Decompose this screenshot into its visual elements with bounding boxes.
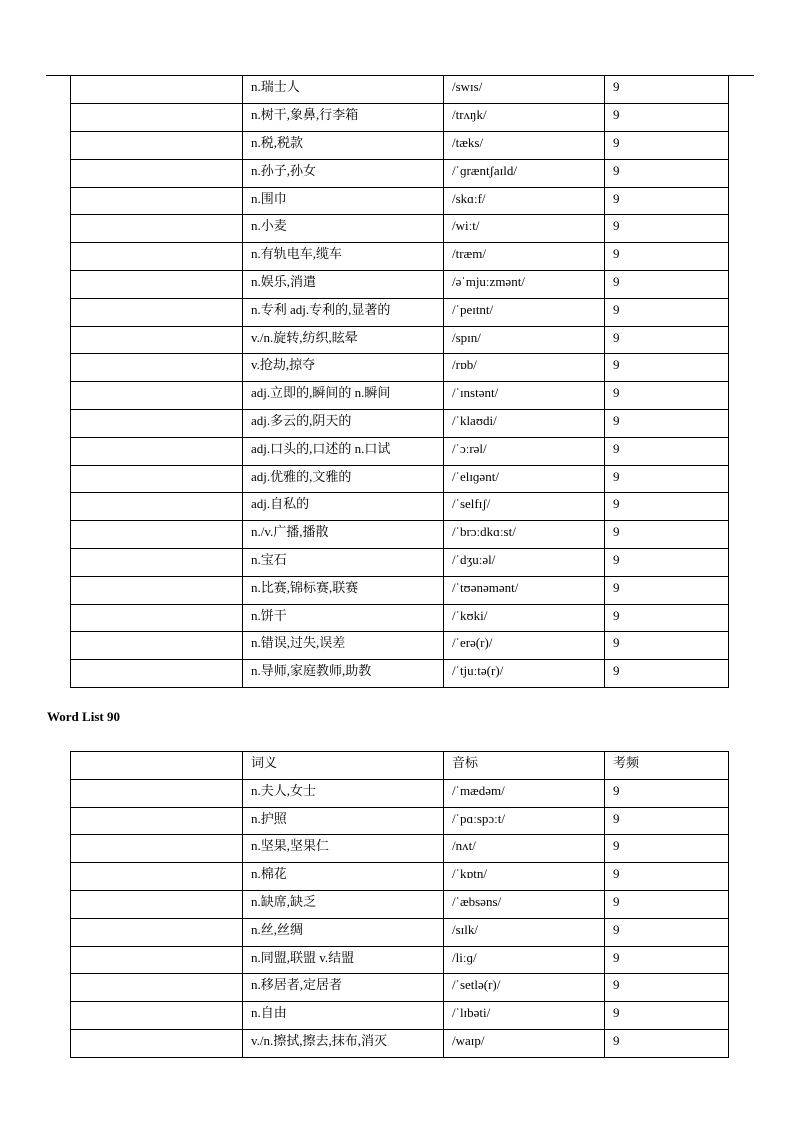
frequency-cell: 9	[605, 835, 729, 863]
word-cell	[71, 549, 243, 577]
meaning-cell: n.孙子,孙女	[243, 159, 444, 187]
table-row	[71, 779, 729, 807]
table-row	[71, 132, 729, 160]
frequency-cell: 9	[605, 215, 729, 243]
frequency-cell: 9	[605, 187, 729, 215]
meaning-cell: n.小麦	[243, 215, 444, 243]
phonetic-cell: /ˈɪnstənt/	[444, 382, 605, 410]
phonetic-cell: /tæks/	[444, 132, 605, 160]
frequency-cell: 9	[605, 132, 729, 160]
word-cell	[71, 1029, 243, 1057]
meaning-cell: v./n.旋转,纺织,眩晕	[243, 326, 444, 354]
table-row	[71, 1029, 729, 1057]
meaning-cell: n.瑞士人	[243, 76, 444, 104]
word-cell	[71, 890, 243, 918]
frequency-cell: 9	[605, 159, 729, 187]
table-row	[71, 410, 729, 438]
frequency-cell: 9	[605, 974, 729, 1002]
table-row	[71, 326, 729, 354]
phonetic-cell: /ˈselfɪʃ/	[444, 493, 605, 521]
frequency-cell: 9	[605, 271, 729, 299]
frequency-cell: 9	[605, 298, 729, 326]
word-cell	[71, 807, 243, 835]
frequency-cell: 9	[605, 410, 729, 438]
table-row	[71, 918, 729, 946]
meaning-cell: n.错误,过失,误差	[243, 632, 444, 660]
meaning-cell: n.坚果,坚果仁	[243, 835, 444, 863]
table-row	[71, 243, 729, 271]
frequency-cell: 9	[605, 863, 729, 891]
frequency-cell: 9	[605, 104, 729, 132]
frequency-cell: 9	[605, 918, 729, 946]
meaning-cell: n./v.广播,播散	[243, 521, 444, 549]
phonetic-cell: /ˈɔːrəl/	[444, 437, 605, 465]
table-row	[71, 382, 729, 410]
frequency-cell: 9	[605, 437, 729, 465]
phonetic-cell: /sɪlk/	[444, 918, 605, 946]
word-cell	[71, 779, 243, 807]
meaning-cell: n.比赛,锦标赛,联赛	[243, 576, 444, 604]
word-cell	[71, 76, 243, 104]
frequency-cell: 9	[605, 576, 729, 604]
word-cell	[71, 835, 243, 863]
meaning-cell: v./n.擦拭,擦去,抹布,消灭	[243, 1029, 444, 1057]
meaning-cell: v.抢劫,掠夺	[243, 354, 444, 382]
table-row	[71, 632, 729, 660]
table-row	[71, 187, 729, 215]
phonetic-cell: /ˈæbsəns/	[444, 890, 605, 918]
meaning-cell: n.饼干	[243, 604, 444, 632]
word-cell	[71, 132, 243, 160]
phonetic-cell: /spɪn/	[444, 326, 605, 354]
phonetic-cell: /swɪs/	[444, 76, 605, 104]
word-cell	[71, 465, 243, 493]
meaning-cell: n.有轨电车,缆车	[243, 243, 444, 271]
meaning-cell: n.护照	[243, 807, 444, 835]
word-cell	[71, 354, 243, 382]
phonetic-cell: /ˈelɪɡənt/	[444, 465, 605, 493]
meaning-cell: n.缺席,缺乏	[243, 890, 444, 918]
phonetic-cell: /ˈerə(r)/	[444, 632, 605, 660]
meaning-cell: n.同盟,联盟 v.结盟	[243, 946, 444, 974]
header-word-cell	[71, 752, 243, 780]
table-row	[71, 76, 729, 104]
header-phonetic: 音标	[444, 752, 605, 780]
table-row	[71, 521, 729, 549]
phonetic-cell: /ˈdʒuːəl/	[444, 549, 605, 577]
table-row	[71, 660, 729, 688]
table-row	[71, 946, 729, 974]
phonetic-cell: /rɒb/	[444, 354, 605, 382]
word-cell	[71, 298, 243, 326]
word-cell	[71, 437, 243, 465]
header-frequency: 考频	[605, 752, 729, 780]
table-row	[71, 576, 729, 604]
table-row	[71, 215, 729, 243]
meaning-cell: n.移居者,定居者	[243, 974, 444, 1002]
table-row	[71, 354, 729, 382]
word-cell	[71, 215, 243, 243]
phonetic-cell: /ˈtʊənəmənt/	[444, 576, 605, 604]
meaning-cell: adj.自私的	[243, 493, 444, 521]
frequency-cell: 9	[605, 807, 729, 835]
word-cell	[71, 604, 243, 632]
table-row	[71, 493, 729, 521]
frequency-cell: 9	[605, 326, 729, 354]
meaning-cell: n.专利 adj.专利的,显著的	[243, 298, 444, 326]
table-row	[71, 1002, 729, 1030]
phonetic-cell: /skɑːf/	[444, 187, 605, 215]
word-cell	[71, 946, 243, 974]
word-cell	[71, 159, 243, 187]
table-header-row	[71, 752, 729, 780]
word-cell	[71, 410, 243, 438]
phonetic-cell: /ˈlɪbəti/	[444, 1002, 605, 1030]
frequency-cell: 9	[605, 465, 729, 493]
meaning-cell: n.夫人,女士	[243, 779, 444, 807]
phonetic-cell: /ˈsetlə(r)/	[444, 974, 605, 1002]
meaning-cell: n.娱乐,消遣	[243, 271, 444, 299]
frequency-cell: 9	[605, 660, 729, 688]
meaning-cell: n.围巾	[243, 187, 444, 215]
word-cell	[71, 104, 243, 132]
meaning-cell: adj.口头的,口述的 n.口试	[243, 437, 444, 465]
frequency-cell: 9	[605, 779, 729, 807]
phonetic-cell: /trʌŋk/	[444, 104, 605, 132]
phonetic-cell: /əˈmjuːzmənt/	[444, 271, 605, 299]
meaning-cell: adj.优雅的,文雅的	[243, 465, 444, 493]
word-cell	[71, 632, 243, 660]
table-row	[71, 465, 729, 493]
word-cell	[71, 382, 243, 410]
word-cell	[71, 974, 243, 1002]
table-row	[71, 604, 729, 632]
table-row	[71, 890, 729, 918]
word-cell	[71, 863, 243, 891]
frequency-cell: 9	[605, 604, 729, 632]
phonetic-cell: /ˈtjuːtə(r)/	[444, 660, 605, 688]
table-row	[71, 104, 729, 132]
word-cell	[71, 493, 243, 521]
frequency-cell: 9	[605, 1002, 729, 1030]
meaning-cell: adj.立即的,瞬间的 n.瞬间	[243, 382, 444, 410]
phonetic-cell: /waɪp/	[444, 1029, 605, 1057]
word-cell	[71, 243, 243, 271]
phonetic-cell: /ˈkɒtn/	[444, 863, 605, 891]
word-cell	[71, 521, 243, 549]
word-cell	[71, 918, 243, 946]
table-row	[71, 835, 729, 863]
word-cell	[71, 660, 243, 688]
meaning-cell: n.导师,家庭教师,助教	[243, 660, 444, 688]
meaning-cell: n.宝石	[243, 549, 444, 577]
word-cell	[71, 271, 243, 299]
word-cell	[71, 1002, 243, 1030]
frequency-cell: 9	[605, 521, 729, 549]
meaning-cell: n.树干,象鼻,行李箱	[243, 104, 444, 132]
phonetic-cell: /ˈmædəm/	[444, 779, 605, 807]
meaning-cell: n.自由	[243, 1002, 444, 1030]
phonetic-cell: /ˈkʊki/	[444, 604, 605, 632]
table-row	[71, 159, 729, 187]
phonetic-cell: /ˈpɑːspɔːt/	[444, 807, 605, 835]
frequency-cell: 9	[605, 1029, 729, 1057]
frequency-cell: 9	[605, 549, 729, 577]
phonetic-cell: /ˈpeɪtnt/	[444, 298, 605, 326]
phonetic-cell: /ˈɡræntʃaɪld/	[444, 159, 605, 187]
section-heading: Word List 90	[47, 709, 120, 724]
table-row	[71, 807, 729, 835]
word-cell	[71, 187, 243, 215]
phonetic-cell: /ˈbrɔːdkɑːst/	[444, 521, 605, 549]
word-table-90	[70, 751, 729, 1058]
meaning-cell: adj.多云的,阴天的	[243, 410, 444, 438]
meaning-cell: n.丝,丝绸	[243, 918, 444, 946]
frequency-cell: 9	[605, 946, 729, 974]
frequency-cell: 9	[605, 890, 729, 918]
table-row	[71, 437, 729, 465]
table-row	[71, 974, 729, 1002]
frequency-cell: 9	[605, 382, 729, 410]
frequency-cell: 9	[605, 76, 729, 104]
table-row	[71, 863, 729, 891]
frequency-cell: 9	[605, 493, 729, 521]
meaning-cell: n.税,税款	[243, 132, 444, 160]
frequency-cell: 9	[605, 243, 729, 271]
meaning-cell: n.棉花	[243, 863, 444, 891]
phonetic-cell: /liːɡ/	[444, 946, 605, 974]
table-row	[71, 298, 729, 326]
header-meaning: 词义	[243, 752, 444, 780]
phonetic-cell: /ˈklaʊdi/	[444, 410, 605, 438]
table-row	[71, 271, 729, 299]
phonetic-cell: /wiːt/	[444, 215, 605, 243]
phonetic-cell: /træm/	[444, 243, 605, 271]
phonetic-cell: /nʌt/	[444, 835, 605, 863]
table-row	[71, 549, 729, 577]
word-table-continued	[70, 76, 729, 688]
word-cell	[71, 576, 243, 604]
frequency-cell: 9	[605, 354, 729, 382]
frequency-cell: 9	[605, 632, 729, 660]
word-cell	[71, 326, 243, 354]
